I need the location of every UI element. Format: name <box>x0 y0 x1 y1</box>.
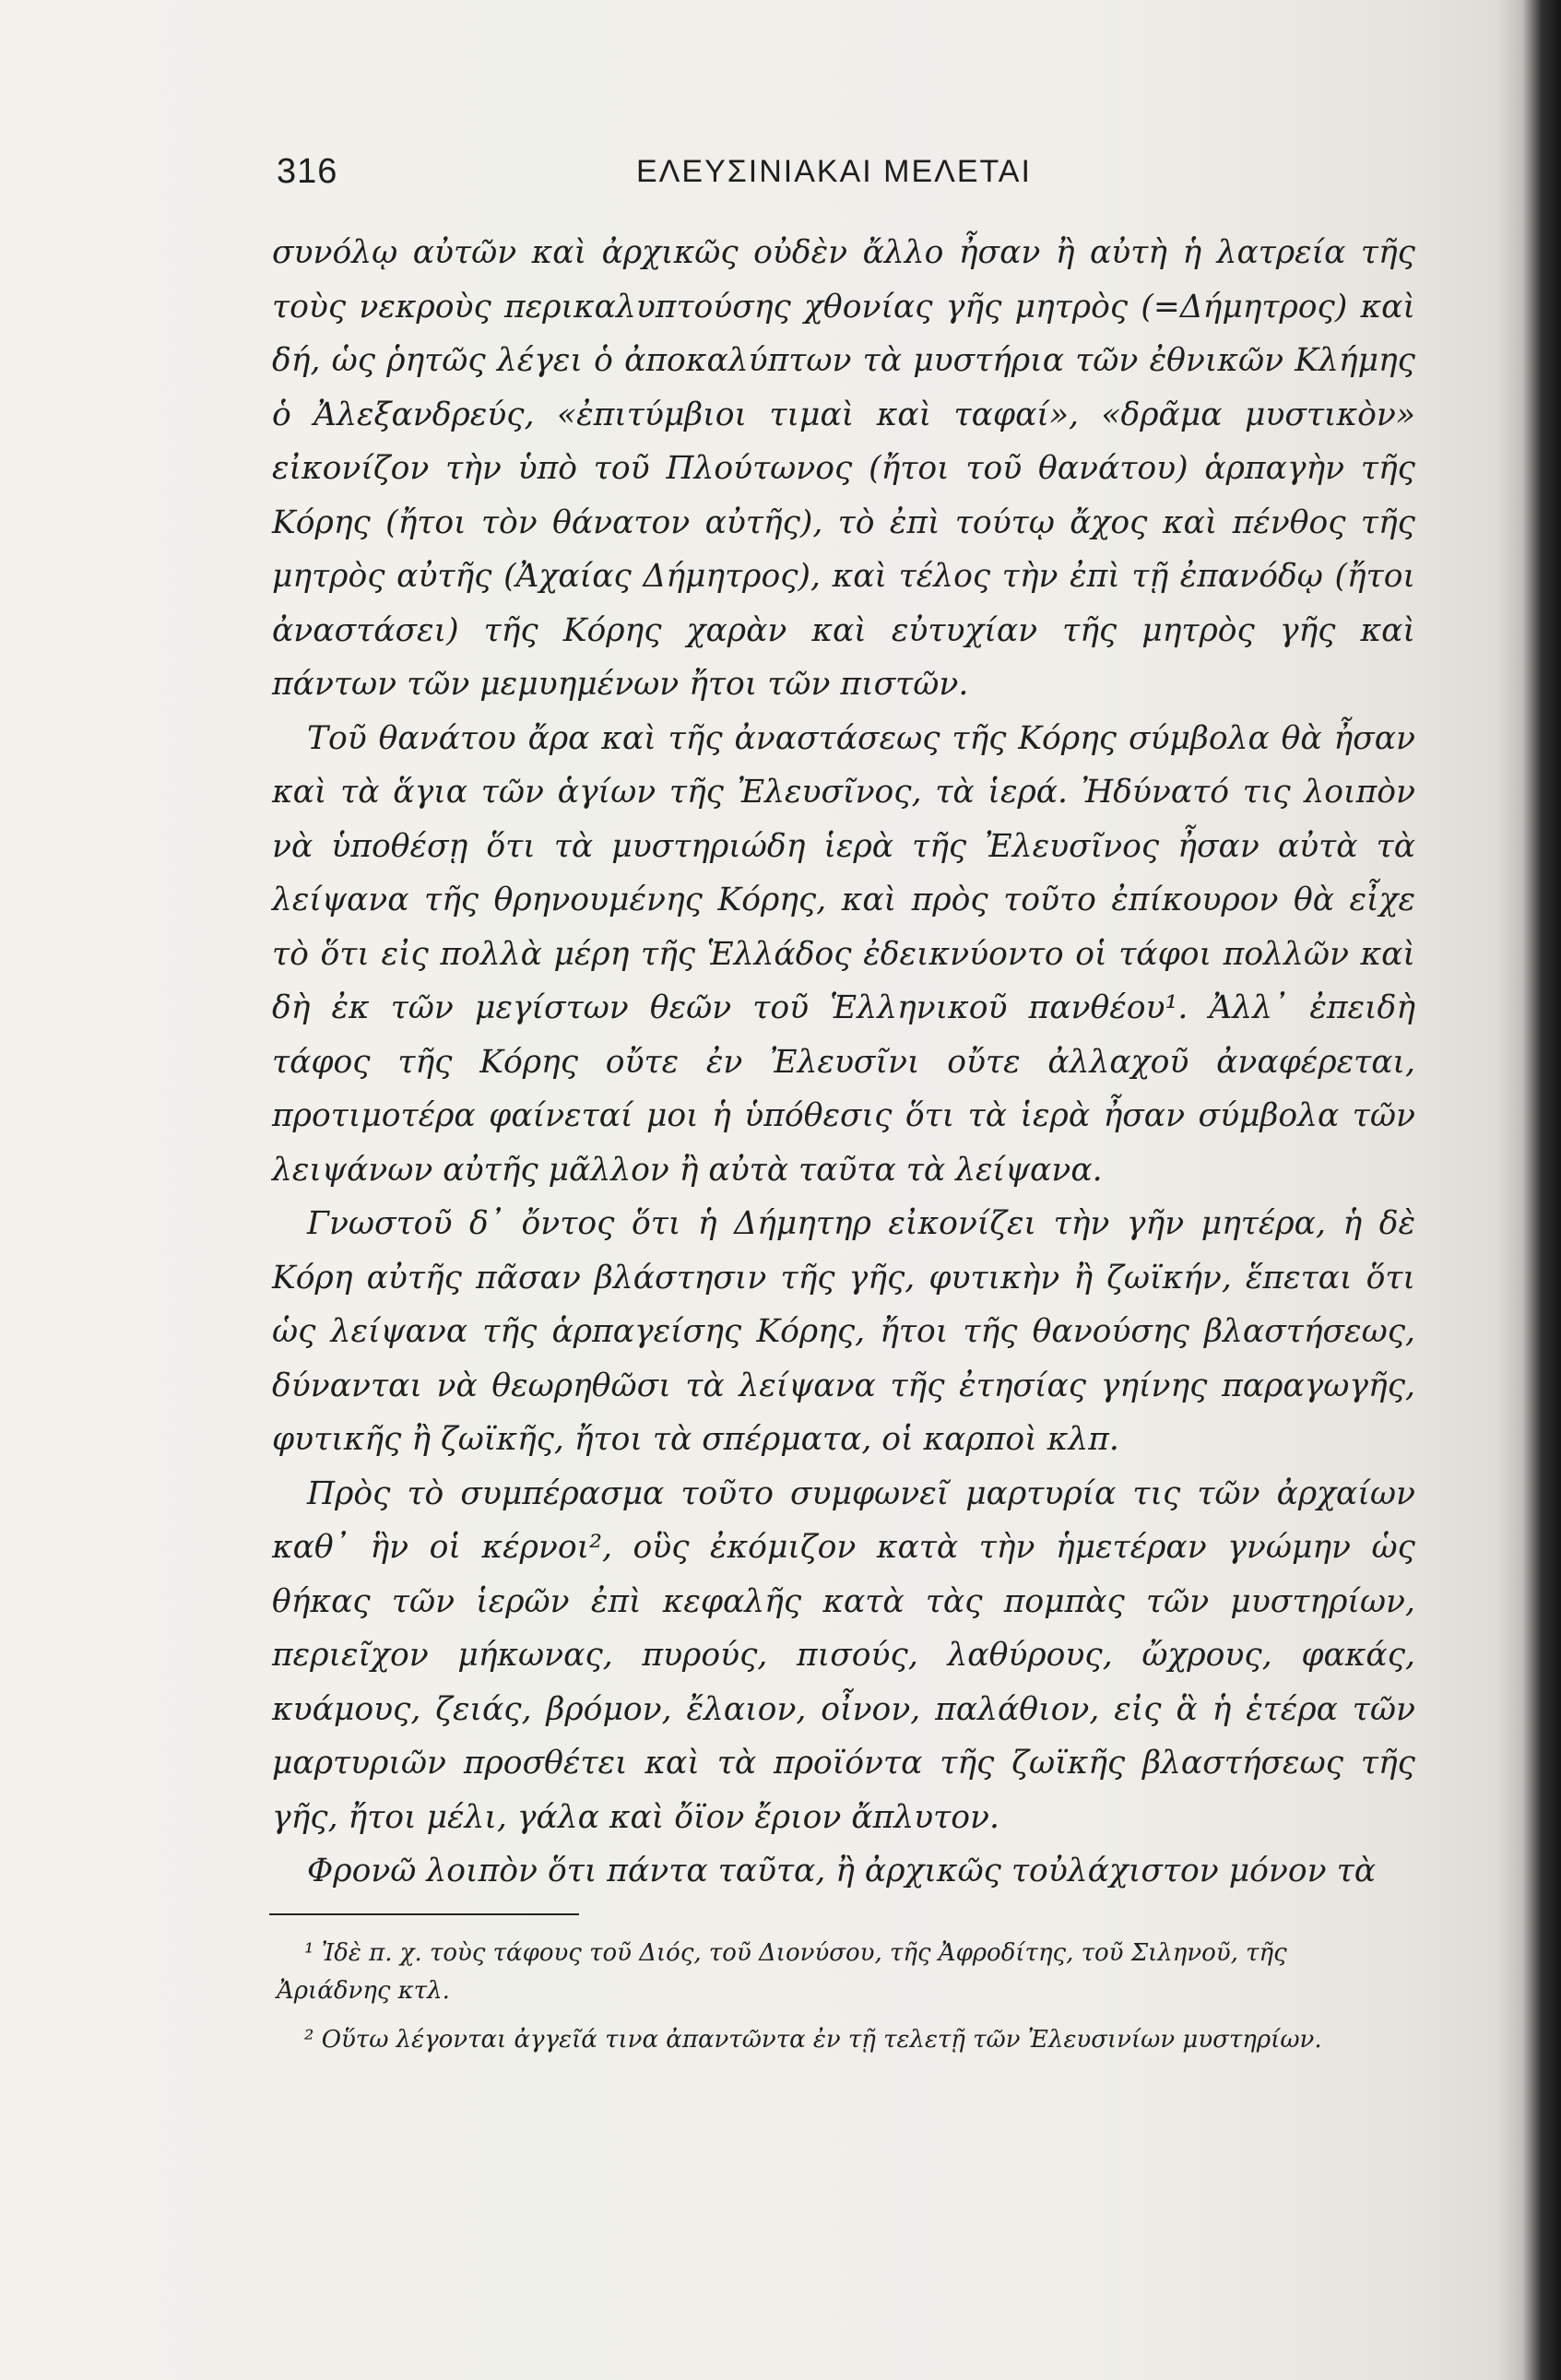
footnote-2: ² Οὕτω λέγονται ἀγγεῖά τινα ἀπαντῶντα ἐν τῇ τελετῇ τῶν Ἐλευσινίων μυστηρίων. <box>304 2026 1322 2054</box>
footnote-1: ¹ Ἰδὲ π. χ. τοὺς τάφους τοῦ Διός, τοῦ Διονύσου, τῆς Ἀφροδίτης, τοῦ Σιληνοῦ, τῆς Ἀριάδνης κτλ. <box>277 1939 1287 2005</box>
binding-gutter-shadow <box>1496 0 1561 2380</box>
paragraph-2: Τοῦ θανάτου ἄρα καὶ τῆς ἀναστάσεως τῆς Κόρης σύμβολα θὰ ἦσαν καὶ τὰ ἅγια τῶν ἁγίων τῆς Ἐλευσῖνος, τὰ ἱερά. Ἠδύνατό τις λοιπὸν νὰ ὑποθέσῃ ὅτι τὰ μυστηριώδη ἱερὰ τῆς Ἐλευσῖνος ἦσαν αὐτὰ τὰ λείψανα τῆς θρηνουμένης Κόρης, καὶ πρὸς τοῦτο ἐπίκουρον θὰ εἶχε τὸ ὅτι εἰς πολλὰ μέρη τῆς Ἑλλάδος ἐδεικνύοντο οἱ τάφοι πολλῶν καὶ δὴ ἐκ τῶν μεγίστων θεῶν τοῦ Ἑλληνικοῦ πανθέου¹. Ἀλλ᾽ ἐπειδὴ τάφος τῆς Κόρης οὔτε ἐν Ἐλευσῖνι οὔτε ἀλλαχοῦ ἀναφέρεται, προτιμοτέρα φαίνεταί μοι ἡ ὑπόθεσις ὅτι τὰ ἱερὰ ἦσαν σύμβολα τῶν λειψάνων αὐτῆς μᾶλλον ἢ αὐτὰ ταῦτα τὰ λείψανα. <box>272 719 1415 1189</box>
paragraph-1: συνόλῳ αὐτῶν καὶ ἀρχικῶς οὐδὲν ἄλλο ἦσαν ἢ αὐτὴ ἡ λατρεία τῆς τοὺς νεκροὺς περικαλυπτούσης χθονίας γῆς μητρὸς (=Δήμητρος) καὶ δή, ὡς ῥητῶς λέγει ὁ ἀποκαλύπτων τὰ μυστήρια τῶν ἐθνικῶν Κλήμης ὁ Ἀλεξανδρεύς, «ἐπιτύμβιοι τιμαὶ καὶ ταφαί», «δρᾶμα μυστικὸν» εἰκονίζον τὴν ὑπὸ τοῦ Πλούτωνος (ἤτοι τοῦ θανάτου) ἁρπαγὴν τῆς Κόρης (ἤτοι τὸν θάνατον αὐτῆς), τὸ ἐπὶ τούτῳ ἄχος καὶ πένθος τῆς μητρὸς αὐτῆς (Ἀχαίας Δήμητρος), καὶ τέλος τὴν ἐπὶ τῇ ἐπανόδῳ (ἤτοι ἀναστάσει) τῆς Κόρης χαρὰν καὶ εὐτυχίαν τῆς μητρὸς γῆς καὶ πάντων τῶν μεμυημένων ἤτοι τῶν πιστῶν. <box>272 234 1415 703</box>
paragraph-5: Φρονῶ λοιπὸν ὅτι πάντα ταῦτα, ἢ ἀρχικῶς τοὐλάχιστον μόνον τὰ <box>307 1853 1377 1889</box>
page-number: 316 <box>277 152 338 191</box>
main-text <box>272 226 1415 1899</box>
page-header <box>277 152 1401 207</box>
paragraph-3: Γνωστοῦ δ᾽ ὄντος ὅτι ἡ Δήμητηρ εἰκονίζει τὴν γῆν μητέρα, ἡ δὲ Κόρη αὐτῆς πᾶσαν βλάστησιν τῆς γῆς, φυτικὴν ἢ ζωϊκήν, ἕπεται ὅτι ὡς λείψανα τῆς ἁρπαγείσης Κόρης, ἤτοι τῆς θανούσης βλαστήσεως, δύνανται νὰ θεωρηθῶσι τὰ λείψανα τῆς ἐτησίας γηίνης παραγωγῆς, φυτικῆς ἢ ζωϊκῆς, ἤτοι τὰ σπέρματα, οἱ καρποὶ κλπ. <box>272 1205 1415 1458</box>
running-title: ΕΛΕΥΣΙΝΙΑΚΑΙ ΜΕΛΕΤΑΙ <box>636 154 1032 189</box>
footnote-separator <box>269 1913 579 1915</box>
footnotes <box>277 1935 1406 2070</box>
paragraph-4: Πρὸς τὸ συμπέρασμα τοῦτο συμφωνεῖ μαρτυρία τις τῶν ἀρχαίων καθ᾽ ἣν οἱ κέρνοι², οὓς ἐκόμιζον κατὰ τὴν ἡμετέραν γνώμην ὡς θήκας τῶν ἱερῶν ἐπὶ κεφαλῆς κατὰ τὰς πομπὰς τῶν μυστηρίων, περιεῖχον μήκωνας, πυρούς, πισούς, λαθύρους, ὤχρους, φακάς, κυάμους, ζειάς, βρόμον, ἔλαιον, οἶνον, παλάθιον, εἰς ἃ ἡ ἑτέρα τῶν μαρτυριῶν προσθέτει καὶ τὰ προϊόντα τῆς ζωϊκῆς βλαστήσεως τῆς γῆς, ἤτοι μέλι, γάλα καὶ ὄϊον ἔριον ἄπλυτον. <box>272 1474 1415 1836</box>
